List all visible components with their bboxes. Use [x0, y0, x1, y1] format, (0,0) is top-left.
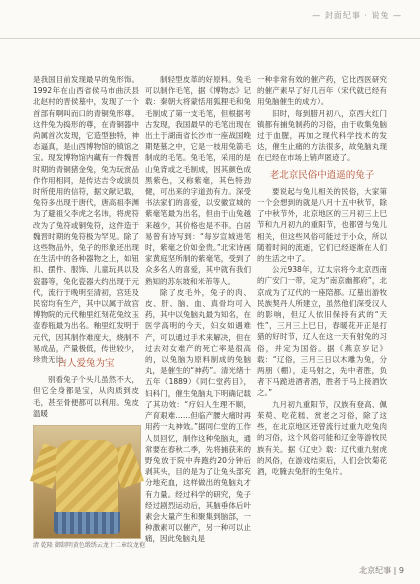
- body-paragraph: 制轻型皮革的好原料。兔毛可以制作毛笔，据《博物志》记载：秦朝大将蒙恬用狐狸毛和兔毛制成了第一支毛笔，但根据考古发现，我国最早的毛笔出现在出土于湖南省长沙市一座战国晚期楚墓之中，它是一枝用兔箭毛制成的毛笔。兔毛笔，采用的是山兔背或之毛制成，因其颜色成黑紫色，又称紫毫，其色特劲健，可出来的字道劲有力。深受书法家们的喜爱，以安徽宣城的紫毫笔最为出名，但由于山兔越来越少，其价格也是不菲。白居易曾有诗写到：“每岁宣城进笔时，紫毫之价如金贵。”北宋诗画家黄庭坚所制的紫毫笔，受到了众多名人的喜爱，其中就有我们熟知的苏东坡和米芾等人。: [145, 75, 251, 286]
- figure-caption: 清 乾隆 御制明黄色缎绣云龙十二章纹龙袍: [33, 542, 145, 549]
- column-2: [145, 74, 251, 548]
- body-paragraph: 要说起与兔儿相关的民俗，大家第一个会想到的就是八月十五中秋节，除了中秋节外，北京地区的三月初三上巳节和九月初九的重阳节，也都曾与兔儿相关，但这些风俗可能过于小众，所以随着时间的流逝，它们已经逐渐在人们的生活之中了。: [257, 186, 387, 264]
- robe-hem: [54, 512, 120, 534]
- header-rule: [0, 38, 420, 39]
- section-title: 老北京民俗中逍遥的兔子: [269, 169, 375, 181]
- body-paragraph: 一种非常有效的催产药，它比西医研究的催产素早了好几百年（宋代就已经有用兔脑催生的成方）。: [257, 75, 387, 107]
- section-block: [33, 352, 139, 422]
- column-3: [257, 74, 387, 568]
- body-paragraph: 九月初九重阳节，汉族有登高、佩茱萸、吃花糕、赏老之习俗，除了这些，在北京地区还曾流行过重九吃兔肉的习俗，这个风俗可能和辽金等游牧民族有关。据《辽史》载：辽代重九射虎的风俗，在游戏结束后，人们会饮菊花酒，吃腌去兔肝的生兔片。: [257, 399, 387, 476]
- dragon-robe-image: [33, 425, 141, 539]
- page-footer: 北京纪事 | 9: [359, 566, 404, 575]
- body-paragraph: 旧时，每到腊月初八，京西大红门镇都有捕兔制药的习俗，由于收集兔脑过于血腥，再加之现代科学技术的发达，催生止痛的方法很多，故兔脑丸现在已经在市场上销声匿迹了。: [257, 108, 387, 163]
- section-title: 古人爱兔为宝: [57, 358, 115, 369]
- body-paragraph: 是我国目前发现最早的兔形饰。1992年在山西省侯马市曲沃县北赵村的晋侯墓中，发现了一个首部有啊叫而口的青铜兔形尊。这件兔为捣形的尊，在青铜器中尚属首次发现，它造型独特，神态逼真，是山西博物馆的镇馆之宝。现发博物馆内藏有一件魏晋时期的青铜猪金兔，兔为玩赏品作作用相同，是传达吉令或演员时所使用的信符，据文献记载，兔符多出现于唐代，唐高祖李渊为了避祖父李虎之名讳，将虎符改为了兔符或铜兔符，这件造于魏晋时期的兔符极为罕见。除了这些物品外，兔子的形象还出现在生活中的各种器物之上，如钮扣、摆件、服饰、儿童玩具以及瓷器等，兔化瓷器大约出现于元代，流行于晚明至清初，宫廷及民窑均有生产，其中以属于故宫博物院的元代釉里红刻花兔纹玉壶春瓶最为出名。釉里红发明于元代，因其制作难度大，烧制不易成品，产量极低，传世较少，珍贵无比。: [33, 75, 139, 365]
- body-paragraph: 别看兔子个头儿虽然不大，但它全身都是宝，从肉质到皮毛，甚至骨便都可以利用。兔皮温暖: [33, 375, 139, 418]
- body-paragraph: 除了皮毛外，兔子的肉、皮、肝、脑、血、真骨均可入药，其中以兔脑丸最为知名，在医学高明的今天，妇女如遇难产，可以通过手术来解决，但在过去对女难产的死亡率是很高的，以兔脑为原料制成的兔脑丸，是催生的“神药”。清光绪十五年（1889）《同仁堂药目》，妇科门，催生兔脑丸下明确记载了其功效：“疗妇人生理不顺，产育艰难……但临产腰大痛时再用药一丸神效。”据同仁堂的工作人员回忆，制作这种兔脑丸，通常要在春秋二季，先将捕获来的野兔放于院中奔跑约20分钟后剥其头，目的是为了让兔头部充分地充血，这样做出的兔脑丸才有力量。经过科学的研究，兔子经过剧烈运动后，其脑垂体后叶素会大量产生和聚集到脑部，一种激素可以催产，另一种可以止痛，因此兔脑丸是: [145, 287, 251, 544]
- body-paragraph: 公元938年，辽太宗将今北京西南的广安门一带，定为“南京幽都府”，北京成为了辽代的一座陪都。辽墓出游牧民族契丹人所建立，虽然他们深受汉人的影响，但辽人依旧保持有武的“天性”，三月三上巳日，春暖花开正是打猎的好时节，辽人在这一天有射兔的习俗，并定为国俗。据《燕京岁记》载：“辽俗，三月三日以木雕为兔，分两朋（棚），走马射之，先中者胜，负者下马跪进酒者酒，胜者于马上接酒饮之。”: [257, 265, 387, 398]
- running-head: — 封面纪事 · 说兔 —: [312, 11, 402, 20]
